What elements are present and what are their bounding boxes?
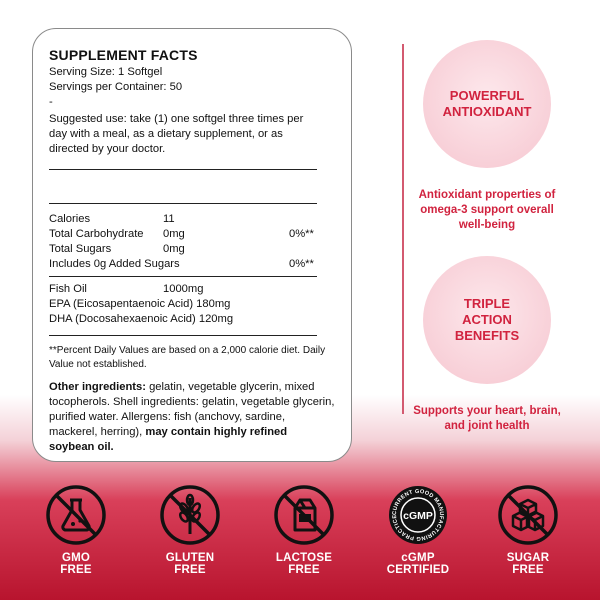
benefit-circle-label: POWERFUL ANTIOXIDANT (442, 88, 532, 119)
nutrient-row-sugars (49, 242, 317, 257)
badge-label (152, 552, 228, 576)
badge-label (490, 552, 566, 576)
dash: - (49, 96, 53, 108)
nutrient-row-dha: DHA (Docosahexaenoic Acid) 120mg (49, 313, 234, 325)
other-ingredients-label: Other ingredients: (49, 381, 146, 393)
nutrient-amount: 0mg (163, 243, 185, 255)
nutrient-name: Total Sugars (49, 243, 112, 255)
badge-label (38, 552, 114, 576)
benefit-circle-label: TRIPLE ACTION BENEFITS (454, 296, 520, 343)
benefit-circle-triple-action (423, 256, 551, 384)
nutrient-name: Total Carbohydrate (49, 228, 144, 240)
milk-carton-prohibited-icon (273, 484, 335, 546)
nutrient-row-epa: EPA (Eicosapentaenoic Acid) 180mg (49, 298, 231, 310)
nutrient-row-carbohydrate (49, 227, 317, 242)
servings-per-container: Servings per Container: 50 (49, 81, 183, 93)
nutrient-row-calories (49, 212, 317, 227)
other-ingredients (49, 380, 335, 455)
nutrient-name: Fish Oil (49, 283, 87, 295)
badge-sugar-free (490, 484, 566, 576)
benefit-text-antioxidant: Antioxidant properties of omega-3 support overall well-being (418, 189, 556, 231)
facts-title: SUPPLEMENT FACTS (49, 47, 198, 63)
badge-line1: GLUTEN (165, 552, 215, 564)
badge-lactose-free (266, 484, 342, 576)
vertical-divider (402, 44, 404, 414)
flask-prohibited-icon (45, 484, 107, 546)
serving-size: Serving Size: 1 Softgel (49, 66, 163, 78)
cgmp-seal-icon (387, 484, 449, 546)
nutrient-amount: 0mg (163, 228, 185, 240)
badge-gmo-free (38, 484, 114, 576)
other-ingredients-text: gelatin, vegetable glycerin, mixed tocopherols. Shell ingredients: gelatin, vegetable glycerin, purified water. Allergens: fish (anchovy, sardine, mackerel, herring), (49, 381, 335, 438)
badge-label (380, 552, 456, 576)
badge-line1: cGMP (401, 552, 435, 564)
nutrient-row-fish-oil (49, 282, 317, 297)
seal-center-text: cGMP (403, 510, 433, 522)
soybean-warning: may contain highly refined soybean oil. (49, 426, 288, 453)
nutrient-amount: 1000mg (163, 283, 204, 295)
badge-label (266, 552, 342, 576)
nutrient-amount: 11 (163, 213, 175, 225)
badge-cgmp-certified (380, 484, 456, 576)
nutrient-name: Includes 0g Added Sugars (49, 258, 180, 270)
badge-line2: FREE (60, 564, 92, 576)
nutrient-row-added-sugars (49, 257, 317, 272)
badge-line1: LACTOSE (275, 552, 333, 564)
badge-line1: SUGAR (506, 552, 550, 564)
badge-gluten-free (152, 484, 228, 576)
divider-rule (49, 335, 317, 336)
badge-line1: GMO (61, 552, 91, 564)
badge-line2: FREE (512, 564, 544, 576)
sugar-cubes-prohibited-icon (497, 484, 559, 546)
seal-ring-text: CURRENT GOOD MANUFACTURING PRACTICE (391, 488, 445, 542)
badge-line2: FREE (174, 564, 206, 576)
daily-value-note: **Percent Daily Values are based on a 2,000 calorie diet. Daily Value not established. (49, 345, 326, 370)
nutrient-dv: 0%** (289, 258, 314, 270)
badge-line2: FREE (288, 564, 320, 576)
badge-line2: CERTIFIED (386, 564, 450, 576)
nutrient-name: Calories (49, 213, 91, 225)
suggested-use: Suggested use: take (1) one softgel three times per day with a meal, as a dietary supplement, or as directed by your doctor. (49, 113, 304, 155)
supplement-facts-panel (32, 28, 352, 462)
benefit-circle-antioxidant (423, 40, 551, 168)
benefit-text-triple-action: Supports your heart, brain, and joint health (413, 405, 561, 432)
wheat-prohibited-icon (159, 484, 221, 546)
nutrient-dv: 0%** (289, 228, 314, 240)
